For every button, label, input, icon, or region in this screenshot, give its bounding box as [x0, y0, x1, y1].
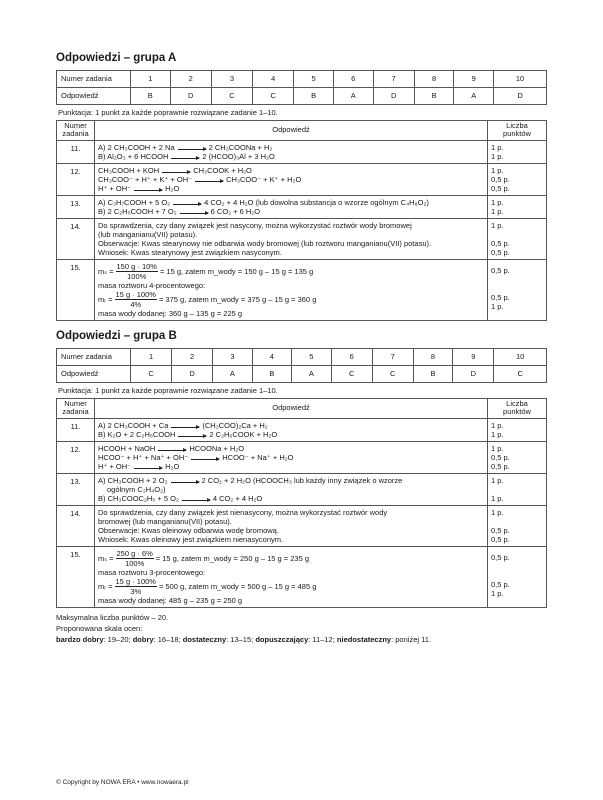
- points-cell: 0,5 p. 0,5 p. 1 p.: [488, 260, 547, 321]
- points-cell: 1 p. 1 p.: [488, 419, 547, 442]
- reaction-arrow-icon: [171, 478, 199, 483]
- points-cell: 1 p. 0,5 p. 0,5 p.: [488, 442, 547, 474]
- key-answer: D: [453, 365, 494, 382]
- key-number: 6: [331, 348, 372, 365]
- answer-cell: HCOOH + NaOH HCOONa + H₂O HCOO⁻ + H⁺ + Na⁺ + OH⁻ HCOO⁻ + Na⁺ + H₂O H⁺ + OH⁻ H₂O: [95, 442, 488, 474]
- col-answer: Odpowiedź: [95, 398, 488, 418]
- header-row: [57, 120, 547, 140]
- reaction-arrow-icon: [171, 154, 199, 159]
- key-number: 1: [131, 348, 172, 365]
- answer-cell: mₛ = $\frac{250 g \cdot 6\%}{100\%}$ = 15 g, zatem m_wody = 250 g – 15 g = 235 g masa roztworu 3-procentowego: mᵣ = $\frac{15 g \cdot 100\%}{3\%}$ = 500 g, zatem m_wody = 500 g – 15 g = 485 g masa wody dodanej: 485 g – 235 g = 250 g: [95, 547, 488, 608]
- reaction-arrow-icon: [134, 186, 162, 191]
- key-answer: C: [494, 365, 547, 382]
- keys-header: Numer zadania: [57, 70, 131, 87]
- group-a-answers-row: [57, 87, 547, 104]
- col-answer: Odpowiedź: [95, 120, 488, 140]
- key-number: 9: [453, 348, 494, 365]
- copyright-footer: © Copyright by NOWA ERA • www.nowaera.pl: [56, 779, 189, 786]
- answer-row-11: [57, 419, 547, 442]
- answer-cell: Do sprawdzenia, czy dany związek jest nienasycony, można wykorzystać roztwór wody bromowej (lub manganianu(VII) potasu). Obserwacje: Kwas oleinowy odbarwia wodę bromową. Wniosek: Kwas oleinowy jest związkiem nienasyconym.: [95, 506, 488, 547]
- key-number: 8: [414, 70, 454, 87]
- col-task-number: Numer zadania: [57, 398, 95, 418]
- task-number: 12.: [57, 164, 95, 196]
- task-number: 13.: [57, 474, 95, 506]
- col-points: Liczba punktów: [488, 120, 547, 140]
- answer-cell: mₛ = $\frac{150 g \cdot 10\%}{100\%}$ = 15 g, zatem m_wody = 150 g – 15 g = 135 g masa roztworu 4-procentowego: mᵣ = $\frac{15 g \cdot 100\%}{4\%}$ = 375 g, zatem m_wody = 375 g – 15 g = 360 g masa wody dodanej: 360 g – 135 g = 225 g: [95, 260, 488, 321]
- group-a-answers-table: [56, 120, 547, 321]
- key-number: 4: [252, 348, 291, 365]
- key-answer: B: [252, 365, 291, 382]
- key-answer: C: [372, 365, 413, 382]
- max-points-note: Maksymalna liczba punktów – 20.: [56, 613, 169, 623]
- answer-cell: A) CH₃COOH + 2 O₂ 2 CO₂ + 2 H₂O (HCOOCH₃ lub każdy inny związek o wzorze ogólnym C₂H₄O₂) B) CH₃COOC₂H₅ + 5 O₂ 4 CO₂ + 4 H₂O: [95, 474, 488, 506]
- group-a-title: Odpowiedzi – grupa A: [56, 52, 177, 64]
- answer-cell: A) 2 CH₃COOH + Ca (CH₃COO)₂Ca + H₂ B) K₂O + 2 C₂H₅COOH 2 C₂H₅COOK + H₂O: [95, 419, 488, 442]
- scale-intro: Proponowana skala ocen:: [56, 624, 143, 634]
- answer-cell: Do sprawdzenia, czy dany związek jest nasycony, można wykorzystać roztwór wody bromowej (lub manganianu(VII) potasu). Obserwacje: Kwas stearynowy nie odbarwia wody bromowej (lub roztworu manganianu(VII) potasu). Wniosek: Kwas stearynowy jest związkiem nasyconym.: [95, 219, 488, 260]
- reaction-arrow-icon: [182, 496, 210, 501]
- reaction-arrow-icon: [195, 177, 223, 182]
- key-number: 10: [494, 70, 547, 87]
- group-b-title: Odpowiedzi – grupa B: [56, 330, 177, 343]
- reaction-arrow-icon: [178, 432, 206, 437]
- group-b-numbers-row: [57, 348, 547, 365]
- task-number: 13.: [57, 196, 95, 219]
- reaction-arrow-icon: [158, 446, 186, 451]
- key-number: 2: [170, 70, 211, 87]
- answer-row-11: [57, 141, 547, 164]
- task-number: 11.: [57, 419, 95, 442]
- key-number: 3: [213, 348, 252, 365]
- points-cell: 1 p. 1 p.: [488, 196, 547, 219]
- points-cell: 1 p. 0,5 p. 0,5 p.: [488, 506, 547, 547]
- group-b-answers-table: [56, 398, 547, 608]
- header-row: [57, 398, 547, 418]
- key-number: 2: [172, 348, 213, 365]
- key-answer: A: [213, 365, 252, 382]
- key-answer: D: [170, 87, 211, 104]
- task-number: 15.: [57, 547, 95, 608]
- key-number: 7: [372, 348, 413, 365]
- key-answer: D: [373, 87, 414, 104]
- key-number: 1: [131, 70, 171, 87]
- reaction-arrow-icon: [171, 423, 199, 428]
- answer-row-12: [57, 164, 547, 196]
- key-answer: A: [333, 87, 373, 104]
- task-number: 12.: [57, 442, 95, 474]
- key-answer: B: [131, 87, 171, 104]
- answer-row-14: [57, 219, 547, 260]
- reaction-arrow-icon: [191, 455, 219, 460]
- reaction-arrow-icon: [173, 200, 201, 205]
- key-answer: B: [414, 87, 454, 104]
- group-a-keys-table: [56, 70, 547, 105]
- answer-row-15: [57, 547, 547, 608]
- col-task-number: Numer zadania: [57, 120, 95, 140]
- answer-row-13: [57, 196, 547, 219]
- grading-info: [56, 613, 547, 644]
- key-number: 6: [333, 70, 373, 87]
- key-number: 3: [211, 70, 252, 87]
- task-number: 14.: [57, 506, 95, 547]
- key-answer: B: [294, 87, 334, 104]
- answer-row-12: [57, 442, 547, 474]
- points-cell: 0,5 p. 0,5 p. 1 p.: [488, 547, 547, 608]
- key-number: 10: [494, 348, 547, 365]
- key-number: 7: [373, 70, 414, 87]
- points-cell: 1 p. 1 p.: [488, 141, 547, 164]
- reaction-arrow-icon: [180, 209, 208, 214]
- points-cell: 1 p. 0,5 p. 0,5 p.: [488, 219, 547, 260]
- points-cell: 1 p. 1 p.: [488, 474, 547, 506]
- group-b-keys-table: [56, 348, 547, 383]
- key-number: 8: [413, 348, 452, 365]
- keys-header: Numer zadania: [57, 348, 131, 365]
- key-number: 9: [454, 70, 494, 87]
- reaction-arrow-icon: [162, 168, 190, 173]
- group-a-numbers-row: [57, 70, 547, 87]
- key-answer: A: [454, 87, 494, 104]
- key-answer: C: [131, 365, 172, 382]
- key-answer: C: [211, 87, 252, 104]
- group-b-scoring-note: Punktacja: 1 punkt za każde poprawnie rozwiązane zadanie 1–10.: [58, 385, 278, 395]
- reaction-arrow-icon: [178, 145, 206, 150]
- key-number: 4: [253, 70, 294, 87]
- key-answer: C: [331, 365, 372, 382]
- answer-cell: CH₃COOH + KOH CH₃COOK + H₂O CH₃COO⁻ + H⁺ + K⁺ + OH⁻ CH₃COO⁻ + K⁺ + H₂O H⁺ + OH⁻ H₂O: [95, 164, 488, 196]
- key-answer: B: [413, 365, 452, 382]
- key-number: 5: [292, 348, 331, 365]
- reaction-arrow-icon: [134, 464, 162, 469]
- group-b-answers-row: [57, 365, 547, 382]
- key-answer: D: [494, 87, 547, 104]
- key-answer: D: [172, 365, 213, 382]
- answer-row-14: [57, 506, 547, 547]
- grading-scale: bardzo dobry: 19–20; dobry: 16–18; dostateczny: 13–15; dopuszczający: 11–12; niedostateczny: poniżej 11.: [56, 635, 431, 645]
- points-cell: 1 p. 0,5 p. 0,5 p.: [488, 164, 547, 196]
- key-answer: C: [253, 87, 294, 104]
- task-number: 15.: [57, 260, 95, 321]
- key-number: 5: [294, 70, 334, 87]
- keys-label: Odpowiedź: [57, 87, 131, 104]
- answer-cell: A) 2 CH₃COOH + 2 Na 2 CH₃COONa + H₂ B) Al₂O₃ + 6 HCOOH 2 (HCOO)₃Al + 3 H₂O: [95, 141, 488, 164]
- keys-label: Odpowiedź: [57, 365, 131, 382]
- key-answer: A: [292, 365, 331, 382]
- col-points: Liczba punktów: [488, 398, 547, 418]
- group-a-scoring-note: Punktacja: 1 punkt za każde poprawnie rozwiązane zadanie 1–10.: [58, 107, 278, 117]
- task-number: 14.: [57, 219, 95, 260]
- answer-cell: A) C₃H₇COOH + 5 O₂ 4 CO₂ + 4 H₂O (lub dowolna substancja o wzorze ogólnym C₄H₈O₂) B) 2 C₂H₅COOH + 7 O₂ 6 CO₂ + 6 H₂O: [95, 196, 488, 219]
- task-number: 11.: [57, 141, 95, 164]
- answer-row-13: [57, 474, 547, 506]
- answer-row-15: [57, 260, 547, 321]
